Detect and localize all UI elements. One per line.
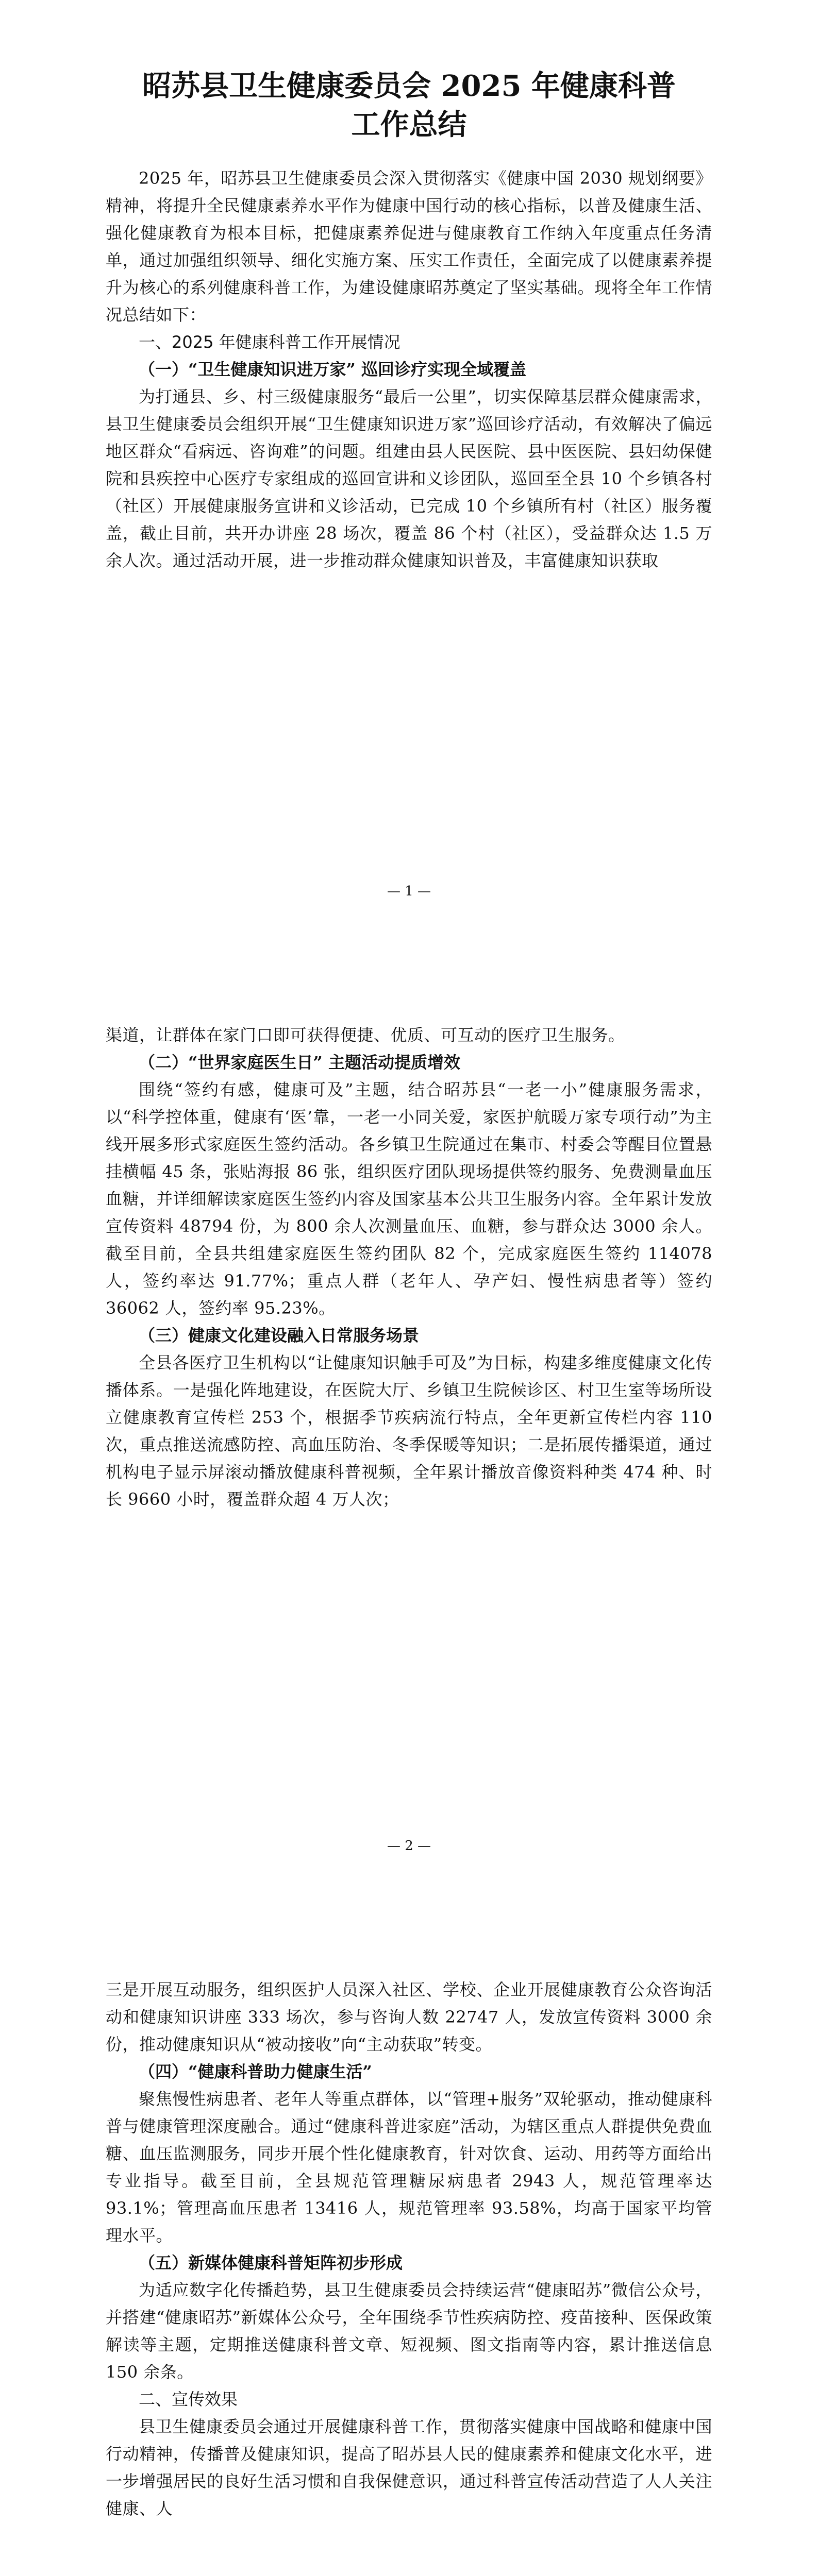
subsection-5-paragraph: 为适应数字化传播趋势，县卫生健康委员会持续运营“健康昭苏”微信公众号，并搭建“健康昭苏”新媒体公众号，全年围绕季节性疾病防控、疫苗接种、医保政策解读等主题，定期推送健康科普文章、短视频、图文指南等内容，累计推送信息 150 余条。 bbox=[106, 2280, 712, 2382]
page-3-content bbox=[106, 1976, 712, 2522]
subsection-3-heading: （三）健康文化建设融入日常服务场景 bbox=[139, 1326, 420, 1345]
intro-paragraph: 2025 年，昭苏县卫生健康委员会深入贯彻落实《健康中国 2030 规划纲要》精神，将提升全民健康素养水平作为健康中国行动的核心指标，以普及健康生活、强化健康教育为根本目标，把健康素养促进与健康教育工作纳入年度重点任务清单，通过加强组织领导、细化实施方案、压实工作责任，全面完成了以健康素养提升为核心的系列健康科普工作，为建设健康昭苏奠定了坚实基础。现将全年工作情况总结如下： bbox=[106, 168, 712, 325]
subsection-1-paragraph: 为打通县、乡、村三级健康服务“最后一公里”，切实保障基层群众健康需求，县卫生健康委员会组织开展“卫生健康知识进万家”巡回诊疗活动，有效解决了偏远地区群众“看病远、咨询难”的问题。组建由县人民医院、县中医医院、县妇幼保健院和县疾控中心医疗专家组成的巡回宣讲和义诊团队，巡回至全县 10 个乡镇各村（社区）开展健康服务宣讲和义诊活动，已完成 10 个乡镇所有村（社区）服务覆盖，截止目前，共开办讲座 28 场次，覆盖 86 个村（社区），受益群众达 1.5 万余人次。通过活动开展，进一步推动群众健康知识普及，丰富健康知识获取 bbox=[106, 387, 712, 570]
document-page-2 bbox=[0, 955, 818, 1909]
subsection-4-heading: （四）“健康科普助力健康生活” bbox=[139, 2062, 372, 2081]
document-title bbox=[106, 67, 712, 144]
section-1-heading: 一、2025 年健康科普工作开展情况 bbox=[139, 332, 400, 352]
section-2-paragraph: 县卫生健康委员会通过开展健康科普工作，贯彻落实健康中国战略和健康中国行动精神，传播普及健康知识，提高了昭苏县人民的健康素养和健康文化水平，进一步增强居民的良好生活习惯和自我保健意识，通过科普宣传活动营造了人人关注健康、人 bbox=[106, 2417, 712, 2518]
document-title-line-2: 工作总结 bbox=[351, 108, 467, 142]
document-page-3 bbox=[0, 1909, 818, 2576]
page-number-1: — 1 — bbox=[387, 884, 431, 899]
subsection-4-paragraph: 聚焦慢性病患者、老年人等重点群体，以“管理+服务”双轮驱动，推动健康科普与健康管理深度融合。通过“健康科普进家庭”活动，为辖区重点人群提供免费血糖、血压监测服务，同步开展个性化健康教育，针对饮食、运动、用药等方面给出专业指导。截至目前，全县规范管理糖尿病患者 2943 人，规范管理率达 93.1%；管理高血压患者 13416 人，规范管理率 93.58%，均高于国家平均管理水平。 bbox=[106, 2089, 712, 2245]
subsection-2-paragraph: 围绕“签约有感，健康可及”主题，结合昭苏县“一老一小”健康服务需求，以“科学控体重，健康有‘医’靠，一老一小同关爱，家医护航暖万家专项行动”为主线开展多形式家庭医生签约活动。各乡镇卫生院通过在集市、村委会等醒目位置悬挂横幅 45 条，张贴海报 86 张，组织医疗团队现场提供签约服务、免费测量血压血糖，并详细解读家庭医生签约内容及国家基本公共卫生服务内容。全年累计发放宣传资料 48794 份，为 800 余人次测量血压、血糖，参与群众达 3000 余人。截至目前，全县共组建家庭医生签约团队 82 个，完成家庭医生签约 114078 人，签约率达 91.77%；重点人群（老年人、孕产妇、慢性病患者等）签约 36062 人，签约率 95.23%。 bbox=[106, 1080, 712, 1318]
subsection-2-heading: （二）“世界家庭医生日” 主题活动提质增效 bbox=[139, 1053, 460, 1072]
document-page-1 bbox=[0, 0, 818, 955]
subsection-1-heading: （一）“卫生健康知识进万家” 巡回诊疗实现全域覆盖 bbox=[139, 360, 526, 379]
page-number-2: — 2 — bbox=[387, 1838, 431, 1854]
section-2-heading: 二、宣传效果 bbox=[139, 2389, 238, 2409]
page-3-continuation: 三是开展互动服务，组织医护人员深入社区、学校、企业开展健康教育公众咨询活动和健康知识讲座 333 场次，参与咨询人数 22747 人，发放宣传资料 3000 余份，推动健康知识从“被动接收”向“主动获取”转变。 bbox=[106, 1980, 712, 2054]
subsection-5-heading: （五）新媒体健康科普矩阵初步形成 bbox=[139, 2253, 403, 2273]
document-title-line-1: 昭苏县卫生健康委员会 2025 年健康科普 bbox=[142, 69, 676, 103]
page-2-content bbox=[106, 1022, 712, 1513]
subsection-3-paragraph: 全县各医疗卫生机构以“让健康知识触手可及”为目标，构建多维度健康文化传播体系。一是强化阵地建设，在医院大厅、乡镇卫生院候诊区、村卫生室等场所设立健康教育宣传栏 253 个，根据季节疾病流行特点，全年更新宣传栏内容 110 次，重点推送流感防控、高血压防治、冬季保暖等知识；二是拓展传播渠道，通过机构电子显示屏滚动播放健康科普视频，全年累计播放音像资料种类 474 种、时长 9660 小时，覆盖群众超 4 万人次； bbox=[106, 1353, 712, 1509]
page-1-content bbox=[106, 67, 712, 574]
page-2-continuation: 渠道，让群体在家门口即可获得便捷、优质、可互动的医疗卫生服务。 bbox=[106, 1025, 625, 1045]
